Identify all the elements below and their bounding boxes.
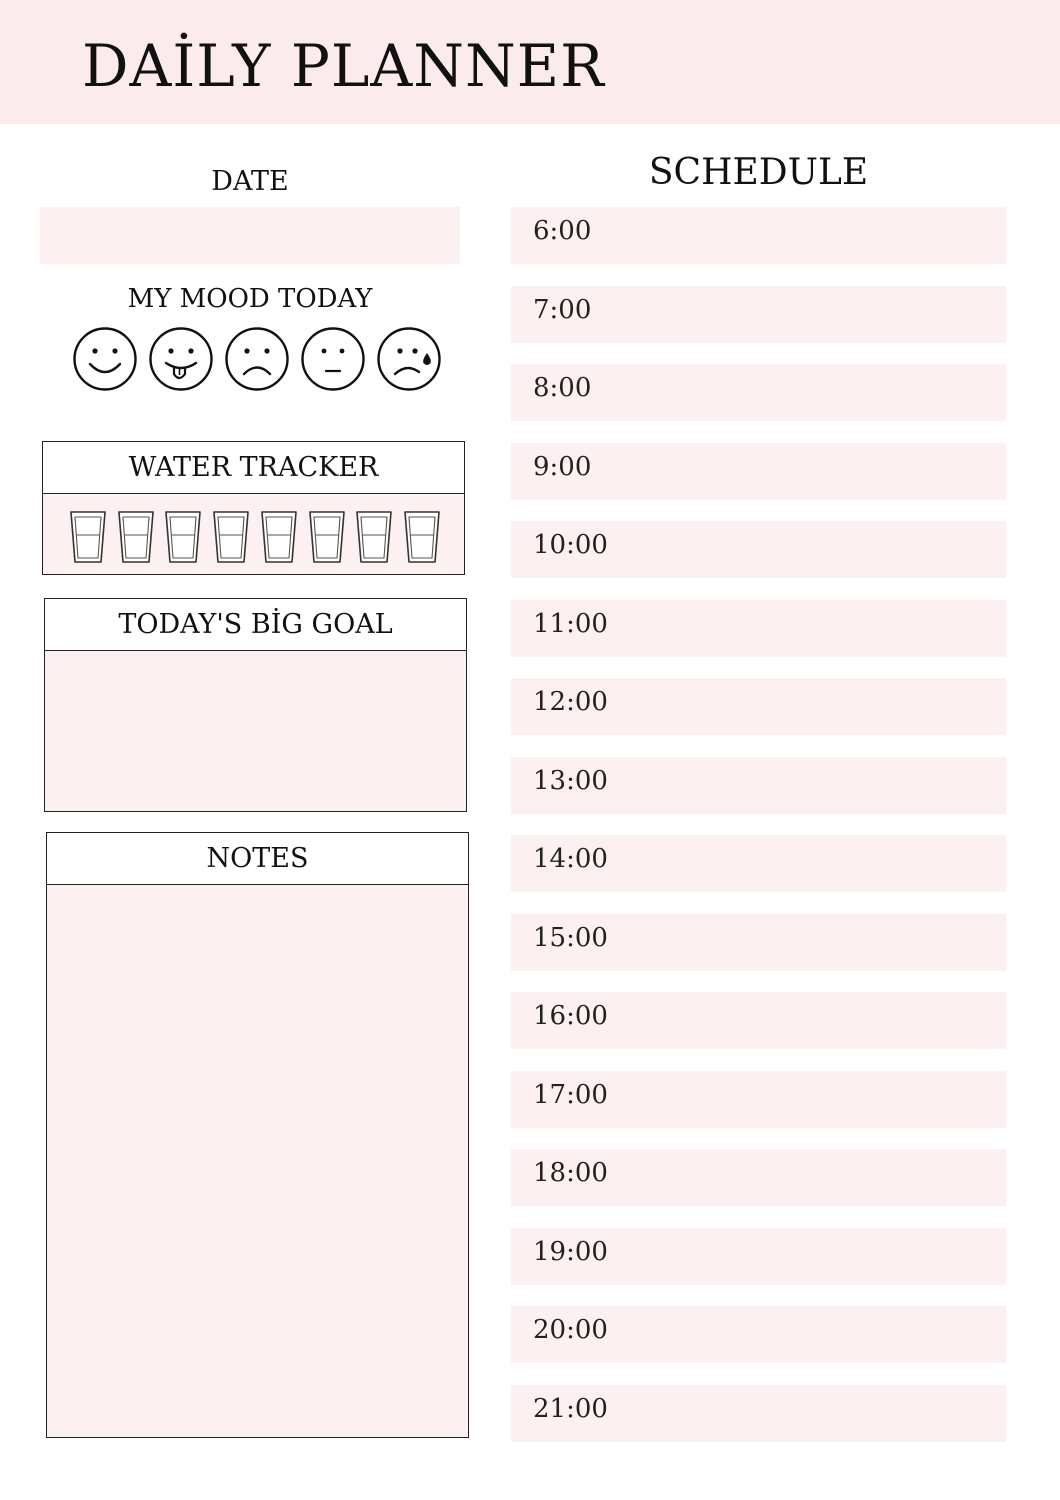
schedule-slot-time: 15:00 <box>533 923 608 953</box>
schedule-slot[interactable] <box>511 835 1006 892</box>
water-tracker-title: WATER TRACKER <box>43 442 464 494</box>
notes-box <box>46 832 469 1438</box>
water-glass-icon[interactable] <box>308 510 346 564</box>
crying-face-icon[interactable] <box>376 326 442 392</box>
schedule-slot-time: 21:00 <box>533 1394 608 1424</box>
notes-title: NOTES <box>47 833 468 885</box>
date-label: DATE <box>211 166 289 197</box>
schedule-slot[interactable] <box>511 992 1006 1049</box>
schedule-slot-time: 9:00 <box>533 452 592 482</box>
schedule-slot[interactable] <box>511 1306 1006 1363</box>
water-glass-icon[interactable] <box>69 510 107 564</box>
schedule-slot-time: 13:00 <box>533 766 608 796</box>
water-glass-icon[interactable] <box>164 510 202 564</box>
schedule-slot-time: 19:00 <box>533 1237 608 1267</box>
water-glass-icon[interactable] <box>355 510 393 564</box>
schedule-slot-time: 12:00 <box>533 687 608 717</box>
water-glass-icon[interactable] <box>260 510 298 564</box>
schedule-slot[interactable] <box>511 1228 1006 1285</box>
schedule-slot-time: 10:00 <box>533 530 608 560</box>
water-glasses <box>69 510 441 564</box>
water-tracker-body <box>43 494 464 574</box>
big-goal-field[interactable] <box>45 651 466 811</box>
smile-face-icon[interactable] <box>72 326 138 392</box>
schedule-slot[interactable] <box>511 1385 1006 1442</box>
page-title: DAİLY PLANNER <box>82 32 605 100</box>
schedule-slot[interactable] <box>511 443 1006 500</box>
schedule-slot[interactable] <box>511 207 1006 264</box>
schedule-slot-time: 7:00 <box>533 295 592 325</box>
schedule-slot-time: 16:00 <box>533 1001 608 1031</box>
schedule-slot[interactable] <box>511 521 1006 578</box>
schedule-slot-time: 17:00 <box>533 1080 608 1110</box>
notes-field[interactable] <box>47 885 468 1437</box>
water-tracker <box>42 441 465 575</box>
schedule-slot-time: 11:00 <box>533 609 608 639</box>
schedule-slot[interactable] <box>511 1071 1006 1128</box>
schedule-slot-time: 6:00 <box>533 216 592 246</box>
big-goal-title: TODAY'S BİG GOAL <box>45 599 466 651</box>
water-glass-icon[interactable] <box>212 510 250 564</box>
schedule-slot[interactable] <box>511 914 1006 971</box>
schedule-slot[interactable] <box>511 600 1006 657</box>
date-field[interactable] <box>40 207 460 264</box>
tongue-out-face-icon[interactable] <box>148 326 214 392</box>
water-glass-icon[interactable] <box>117 510 155 564</box>
schedule-slot-time: 18:00 <box>533 1158 608 1188</box>
schedule-slot[interactable] <box>511 286 1006 343</box>
big-goal-box <box>44 598 467 812</box>
mood-selector <box>72 326 442 392</box>
schedule-slot[interactable] <box>511 757 1006 814</box>
schedule-slot[interactable] <box>511 1149 1006 1206</box>
neutral-face-icon[interactable] <box>300 326 366 392</box>
sad-face-icon[interactable] <box>224 326 290 392</box>
schedule-slot[interactable] <box>511 678 1006 735</box>
schedule-slot-time: 20:00 <box>533 1315 608 1345</box>
mood-label: MY MOOD TODAY <box>127 284 373 314</box>
water-glass-icon[interactable] <box>403 510 441 564</box>
schedule-slot-time: 14:00 <box>533 844 608 874</box>
schedule-title: SCHEDULE <box>648 152 869 193</box>
schedule-slot-time: 8:00 <box>533 373 592 403</box>
schedule-slot[interactable] <box>511 364 1006 421</box>
